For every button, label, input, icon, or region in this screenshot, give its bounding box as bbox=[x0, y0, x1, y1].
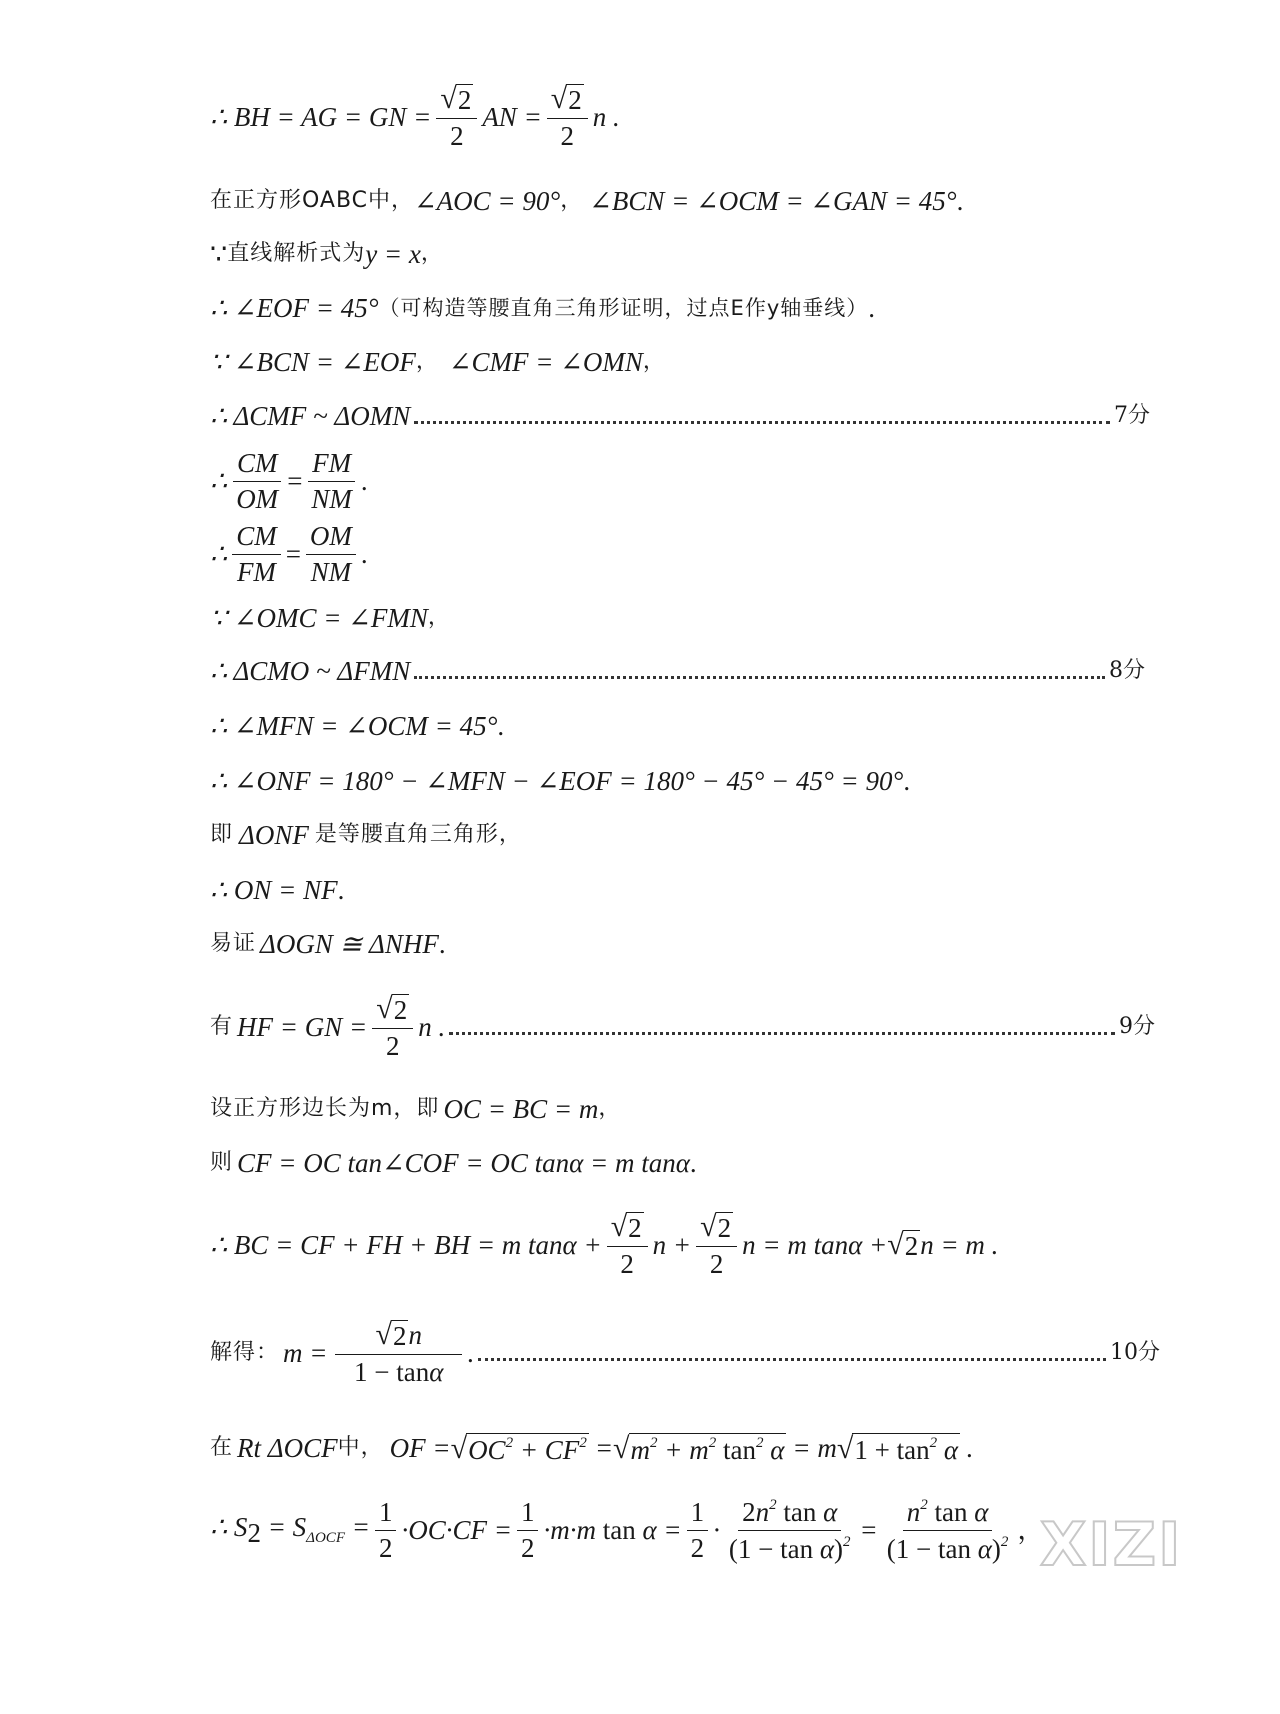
score-10: 10分 bbox=[1110, 1340, 1160, 1365]
line-ratio-2: ∴ $\frac{CM}{FM}$ = $\frac{OM}{NM}$ . bbox=[210, 520, 368, 587]
line-cf: 则 CF = OC tan∠COF = OC tanα = m tanα . bbox=[210, 1147, 697, 1178]
line-on-nf: ∴ ON = NF . bbox=[210, 874, 345, 905]
line-bc-sum: ∴ BC = CF + FH + BH = m tanα + √ 2 2 n + √ 2 2 n = m tanα + √ 2 n = m . bbox=[210, 1210, 999, 1279]
line-similar-cmf-omn: ∴ ΔCMF ~ ΔOMN 7分 bbox=[210, 400, 1150, 431]
line-linear-equation: ∵ 直线解析式为 y = x ， bbox=[210, 238, 444, 269]
line-hf-gn: 有 HF = GN = √ 2 2 n . 9分 bbox=[210, 992, 1155, 1061]
line-omc-fmn: ∵ ∠OMC = ∠FMN ， bbox=[210, 602, 451, 633]
dotted-leader bbox=[414, 421, 1110, 424]
dotted-leader bbox=[478, 1358, 1106, 1361]
line-bcn-eof: ∵ ∠BCN = ∠EOF ， ∠CMF = ∠OMN ， bbox=[210, 346, 666, 377]
dotted-leader bbox=[449, 1032, 1115, 1035]
line-mfn-45: ∴ ∠MFN = ∠OCM = 45° . bbox=[210, 710, 505, 741]
line-onf-90: ∴ ∠ONF = 180° − ∠MFN − ∠EOF = 180° − 45° − 45° = 90° . bbox=[210, 765, 911, 796]
line-eof-45: ∴ ∠EOF = 45° （可构造等腰直角三角形证明，过点E作y轴垂线） . bbox=[210, 292, 876, 323]
dotted-leader bbox=[414, 676, 1105, 679]
line-congruent: 易证 ΔOGN ≅ ΔNHF . bbox=[210, 928, 446, 959]
line-square-angles: 在正方形OABC中， ∠AOC = 90° ， ∠BCN = ∠OCM = ∠GAN = 45° . bbox=[210, 185, 964, 216]
line-area-s2: ∴ $S_2 = S_{\Delta OCF}$ = $\frac{1}{2}$ ·OC·CF = $\frac{1}{2}$ ·m·m tan α = $\frac{1}{2}$ · $\frac{2n^2 \tan \alpha}{(1 - \tan \alpha)^2}$ = $\frac{n^2 \tan \alpha}{(1 - \tan \alpha)^2}$ ， bbox=[210, 1496, 1045, 1564]
line-solve-m: 解得： m = √ 2 n 1 − tanα . 10分 bbox=[210, 1318, 1160, 1387]
score-7: 7分 bbox=[1114, 403, 1150, 428]
xizi-watermark-logo: XIZI bbox=[1040, 1510, 1183, 1580]
score-9: 9分 bbox=[1119, 1014, 1155, 1039]
line-of-length: 在 Rt ΔOCF 中， OF = √ $OC^2 + CF^2$ = √ $m^2 + m^2$ $\tan^2 \alpha$ = m √ $1 + \tan^2 \alpha$ . bbox=[210, 1431, 973, 1465]
line-similar-cmo-fmn: ∴ ΔCMO ~ ΔFMN 8分 bbox=[210, 655, 1145, 686]
score-8: 8分 bbox=[1109, 658, 1145, 683]
line-bh-ag-gn: ∴ BH = AG = GN = √ 2 2 AN = √ 2 2 n . bbox=[210, 82, 620, 151]
line-ratio-1: ∴ $\frac{CM}{OM}$ = $\frac{FM}{NM}$ . bbox=[210, 447, 368, 514]
line-isosceles: 即 ΔONF 是等腰直角三角形， bbox=[210, 819, 522, 850]
line-square-side: 设正方形边长为m，即 OC = BC = m ， bbox=[210, 1093, 622, 1124]
